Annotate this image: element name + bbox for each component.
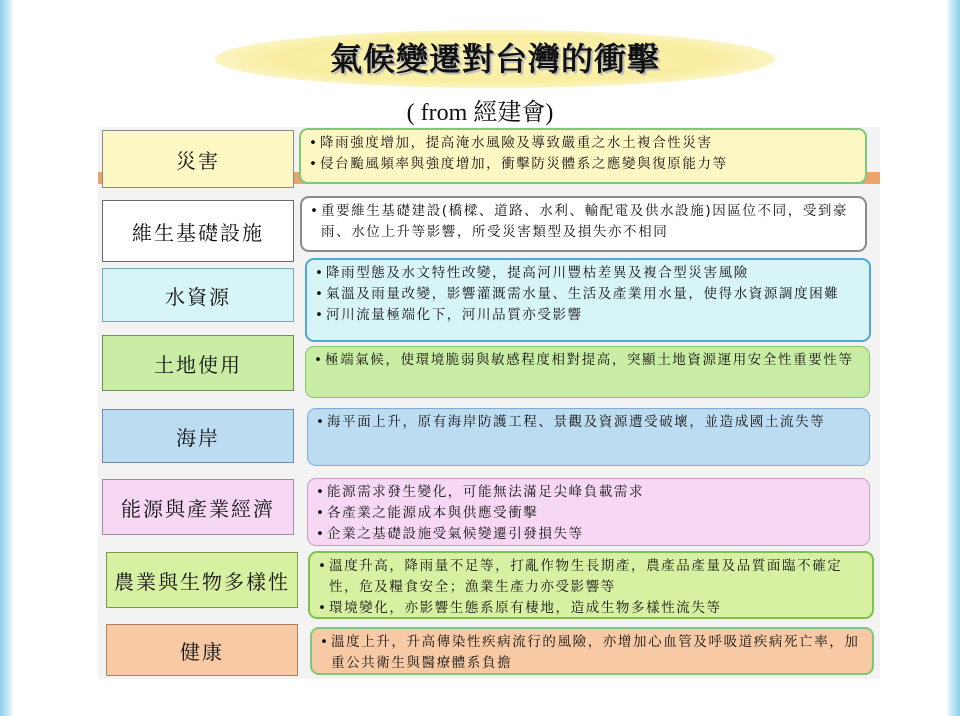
impact-land-use bbox=[305, 346, 870, 398]
impact-bullet: • 河川流量極端化下，河川品質亦受影響 bbox=[315, 305, 861, 326]
category-label: 水資源 bbox=[165, 284, 231, 309]
impact-energy-industry bbox=[307, 478, 870, 546]
category-health bbox=[106, 624, 298, 676]
category-energy-industry bbox=[102, 479, 294, 535]
category-label: 農業與生物多樣性 bbox=[114, 569, 290, 594]
impact-water bbox=[305, 258, 871, 342]
impact-bullet: • 海平面上升，原有海岸防護工程、景觀及資源遭受破壞，並造成國土流失等 bbox=[316, 412, 861, 433]
impact-bullet: • 企業之基礎設施受氣候變遷引發損失等 bbox=[316, 524, 861, 545]
category-label: 災害 bbox=[176, 148, 220, 173]
impact-bullet: • 溫度上升，升高傳染性疾病流行的風險，亦增加心血管及呼吸道疾病死亡率，加重公共衛生與醫療體系負擔 bbox=[320, 632, 864, 674]
impact-bullet: • 重要維生基礎建設(橋樑、道路、水利、輸配電及供水設施)因區位不同，受到豪雨、水位上升等影響，所受災害類型及損失亦不相同 bbox=[310, 201, 857, 243]
impact-bullet: • 各產業之能源成本與供應受衝擊 bbox=[316, 503, 861, 524]
category-label: 海岸 bbox=[176, 425, 220, 450]
impact-health bbox=[310, 627, 874, 675]
impact-bullet: • 侵台颱風頻率與強度增加，衝擊防災體系之應變與復原能力等 bbox=[309, 154, 857, 175]
left-edge-decoration bbox=[0, 0, 14, 716]
impact-coast bbox=[307, 408, 870, 466]
category-agriculture-biodiversity bbox=[106, 552, 298, 608]
category-infrastructure bbox=[102, 200, 294, 262]
impact-bullet: • 環境變化，亦影響生態系原有棲地，造成生物多樣性流失等 bbox=[318, 598, 864, 619]
impact-disaster bbox=[299, 128, 867, 184]
category-land-use bbox=[102, 335, 294, 391]
impact-agriculture-biodiversity bbox=[308, 551, 874, 619]
category-disaster bbox=[102, 130, 294, 188]
impact-bullet: • 降雨型態及水文特性改變，提高河川豐枯差異及複合型災害風險 bbox=[315, 263, 861, 284]
category-label: 健康 bbox=[180, 639, 224, 664]
impact-bullet: • 氣溫及雨量改變，影響灌溉需水量、生活及產業用水量，使得水資源調度困難 bbox=[315, 284, 861, 305]
impact-bullet: • 能源需求發生變化，可能無法滿足尖峰負載需求 bbox=[316, 482, 861, 503]
impact-bullet: • 極端氣候，使環境脆弱與敏感程度相對提高，突顯土地資源運用安全性重要性等 bbox=[314, 350, 861, 371]
impact-infrastructure bbox=[300, 196, 867, 252]
category-water bbox=[102, 268, 294, 322]
impact-bullet: • 降雨強度增加，提高淹水風險及導致嚴重之水土複合性災害 bbox=[309, 133, 857, 154]
category-label: 維生基礎設施 bbox=[132, 220, 264, 245]
right-edge-decoration bbox=[946, 0, 960, 716]
impact-bullet: • 溫度升高，降雨量不足等，打亂作物生長期產，農產品產量及品質面臨不確定性，危及糧食安全；漁業生產力亦受影響等 bbox=[318, 556, 864, 598]
category-coast bbox=[102, 409, 294, 463]
page-title: 氣候變遷對台灣的衝擊 bbox=[329, 40, 660, 78]
page-subtitle: ( from 經建會) bbox=[406, 100, 554, 126]
category-label: 土地使用 bbox=[154, 352, 242, 377]
category-label: 能源與產業經濟 bbox=[121, 496, 275, 521]
